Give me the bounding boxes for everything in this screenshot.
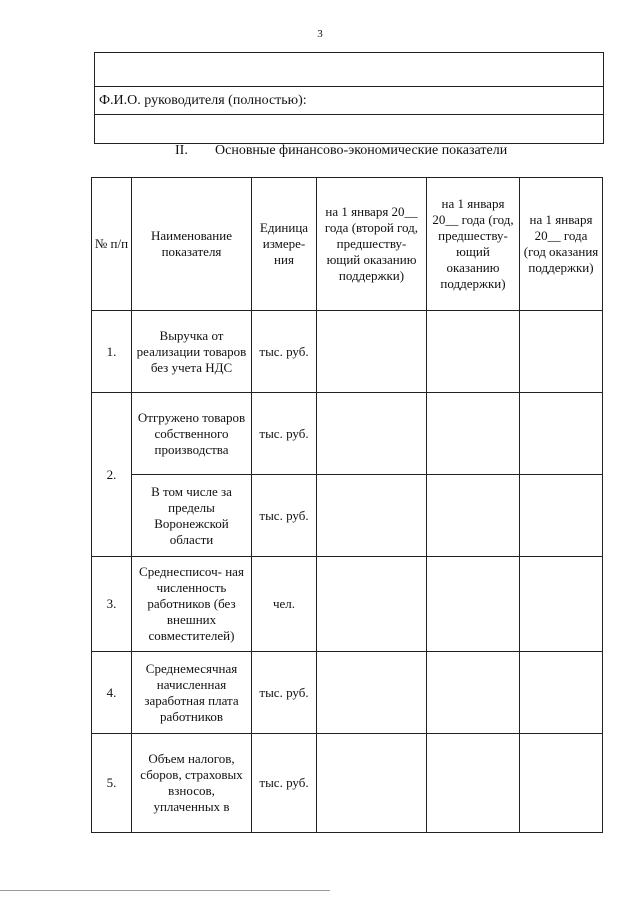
value-cell[interactable] [427, 734, 520, 833]
row-num: 5. [92, 734, 132, 833]
value-cell[interactable] [520, 652, 603, 734]
table-row [92, 652, 603, 734]
value-cell[interactable] [317, 475, 427, 557]
table-header-row [92, 178, 603, 311]
row-unit: чел. [252, 557, 317, 652]
table-row [92, 475, 603, 557]
value-cell[interactable] [317, 557, 427, 652]
row-num: 4. [92, 652, 132, 734]
header-year-2: на 1 января 20__ года (второй год, предшеству- ющий оказанию поддержки) [317, 178, 427, 311]
value-cell[interactable] [317, 311, 427, 393]
row-name: Объем налогов, сборов, страховых взносов, уплаченных в [132, 734, 252, 833]
value-cell[interactable] [427, 652, 520, 734]
row-num: 3. [92, 557, 132, 652]
row-name: В том числе за пределы Воронежской области [132, 475, 252, 557]
value-cell[interactable] [520, 734, 603, 833]
bottom-divider [0, 890, 330, 891]
table-row [92, 734, 603, 833]
manager-name-field[interactable] [95, 115, 603, 143]
section-heading: Основные финансово-экономические показатели [215, 143, 508, 158]
header-unit: Единица измере- ния [252, 178, 317, 311]
value-cell[interactable] [520, 311, 603, 393]
header-name: Наименование показателя [132, 178, 252, 311]
row-unit: тыс. руб. [252, 393, 317, 475]
value-cell[interactable] [520, 475, 603, 557]
row-name: Среднесписоч- ная численность работников (без внешних совместителей) [132, 557, 252, 652]
row-unit: тыс. руб. [252, 734, 317, 833]
row-num: 2. [92, 393, 132, 557]
header-year-1: на 1 января 20__ года (год, предшеству- ющий оказанию поддержки) [427, 178, 520, 311]
row-name: Среднемесячная начисленная заработная плата работников [132, 652, 252, 734]
value-cell[interactable] [427, 557, 520, 652]
financial-indicators-table [91, 177, 603, 833]
row-unit: тыс. руб. [252, 311, 317, 393]
value-cell[interactable] [317, 652, 427, 734]
row-unit: тыс. руб. [252, 652, 317, 734]
manager-name-label: Ф.И.О. руководителя (полностью): [95, 87, 603, 115]
page-number: 3 [317, 28, 323, 40]
value-cell[interactable] [427, 475, 520, 557]
value-cell[interactable] [520, 393, 603, 475]
table-row [92, 393, 603, 475]
header-year-0: на 1 января 20__ года (год оказания поддержки) [520, 178, 603, 311]
blank-row[interactable] [95, 53, 603, 87]
value-cell[interactable] [520, 557, 603, 652]
section-number: II. [175, 143, 188, 158]
value-cell[interactable] [427, 393, 520, 475]
header-num: № п/п [92, 178, 132, 311]
row-unit: тыс. руб. [252, 475, 317, 557]
value-cell[interactable] [317, 393, 427, 475]
table-row [92, 557, 603, 652]
value-cell[interactable] [317, 734, 427, 833]
manager-info-block [94, 52, 604, 144]
section-title [175, 143, 507, 159]
row-num: 1. [92, 311, 132, 393]
row-name: Выручка от реализации товаров без учета НДС [132, 311, 252, 393]
row-name: Отгружено товаров собственного производства [132, 393, 252, 475]
table-row [92, 311, 603, 393]
value-cell[interactable] [427, 311, 520, 393]
